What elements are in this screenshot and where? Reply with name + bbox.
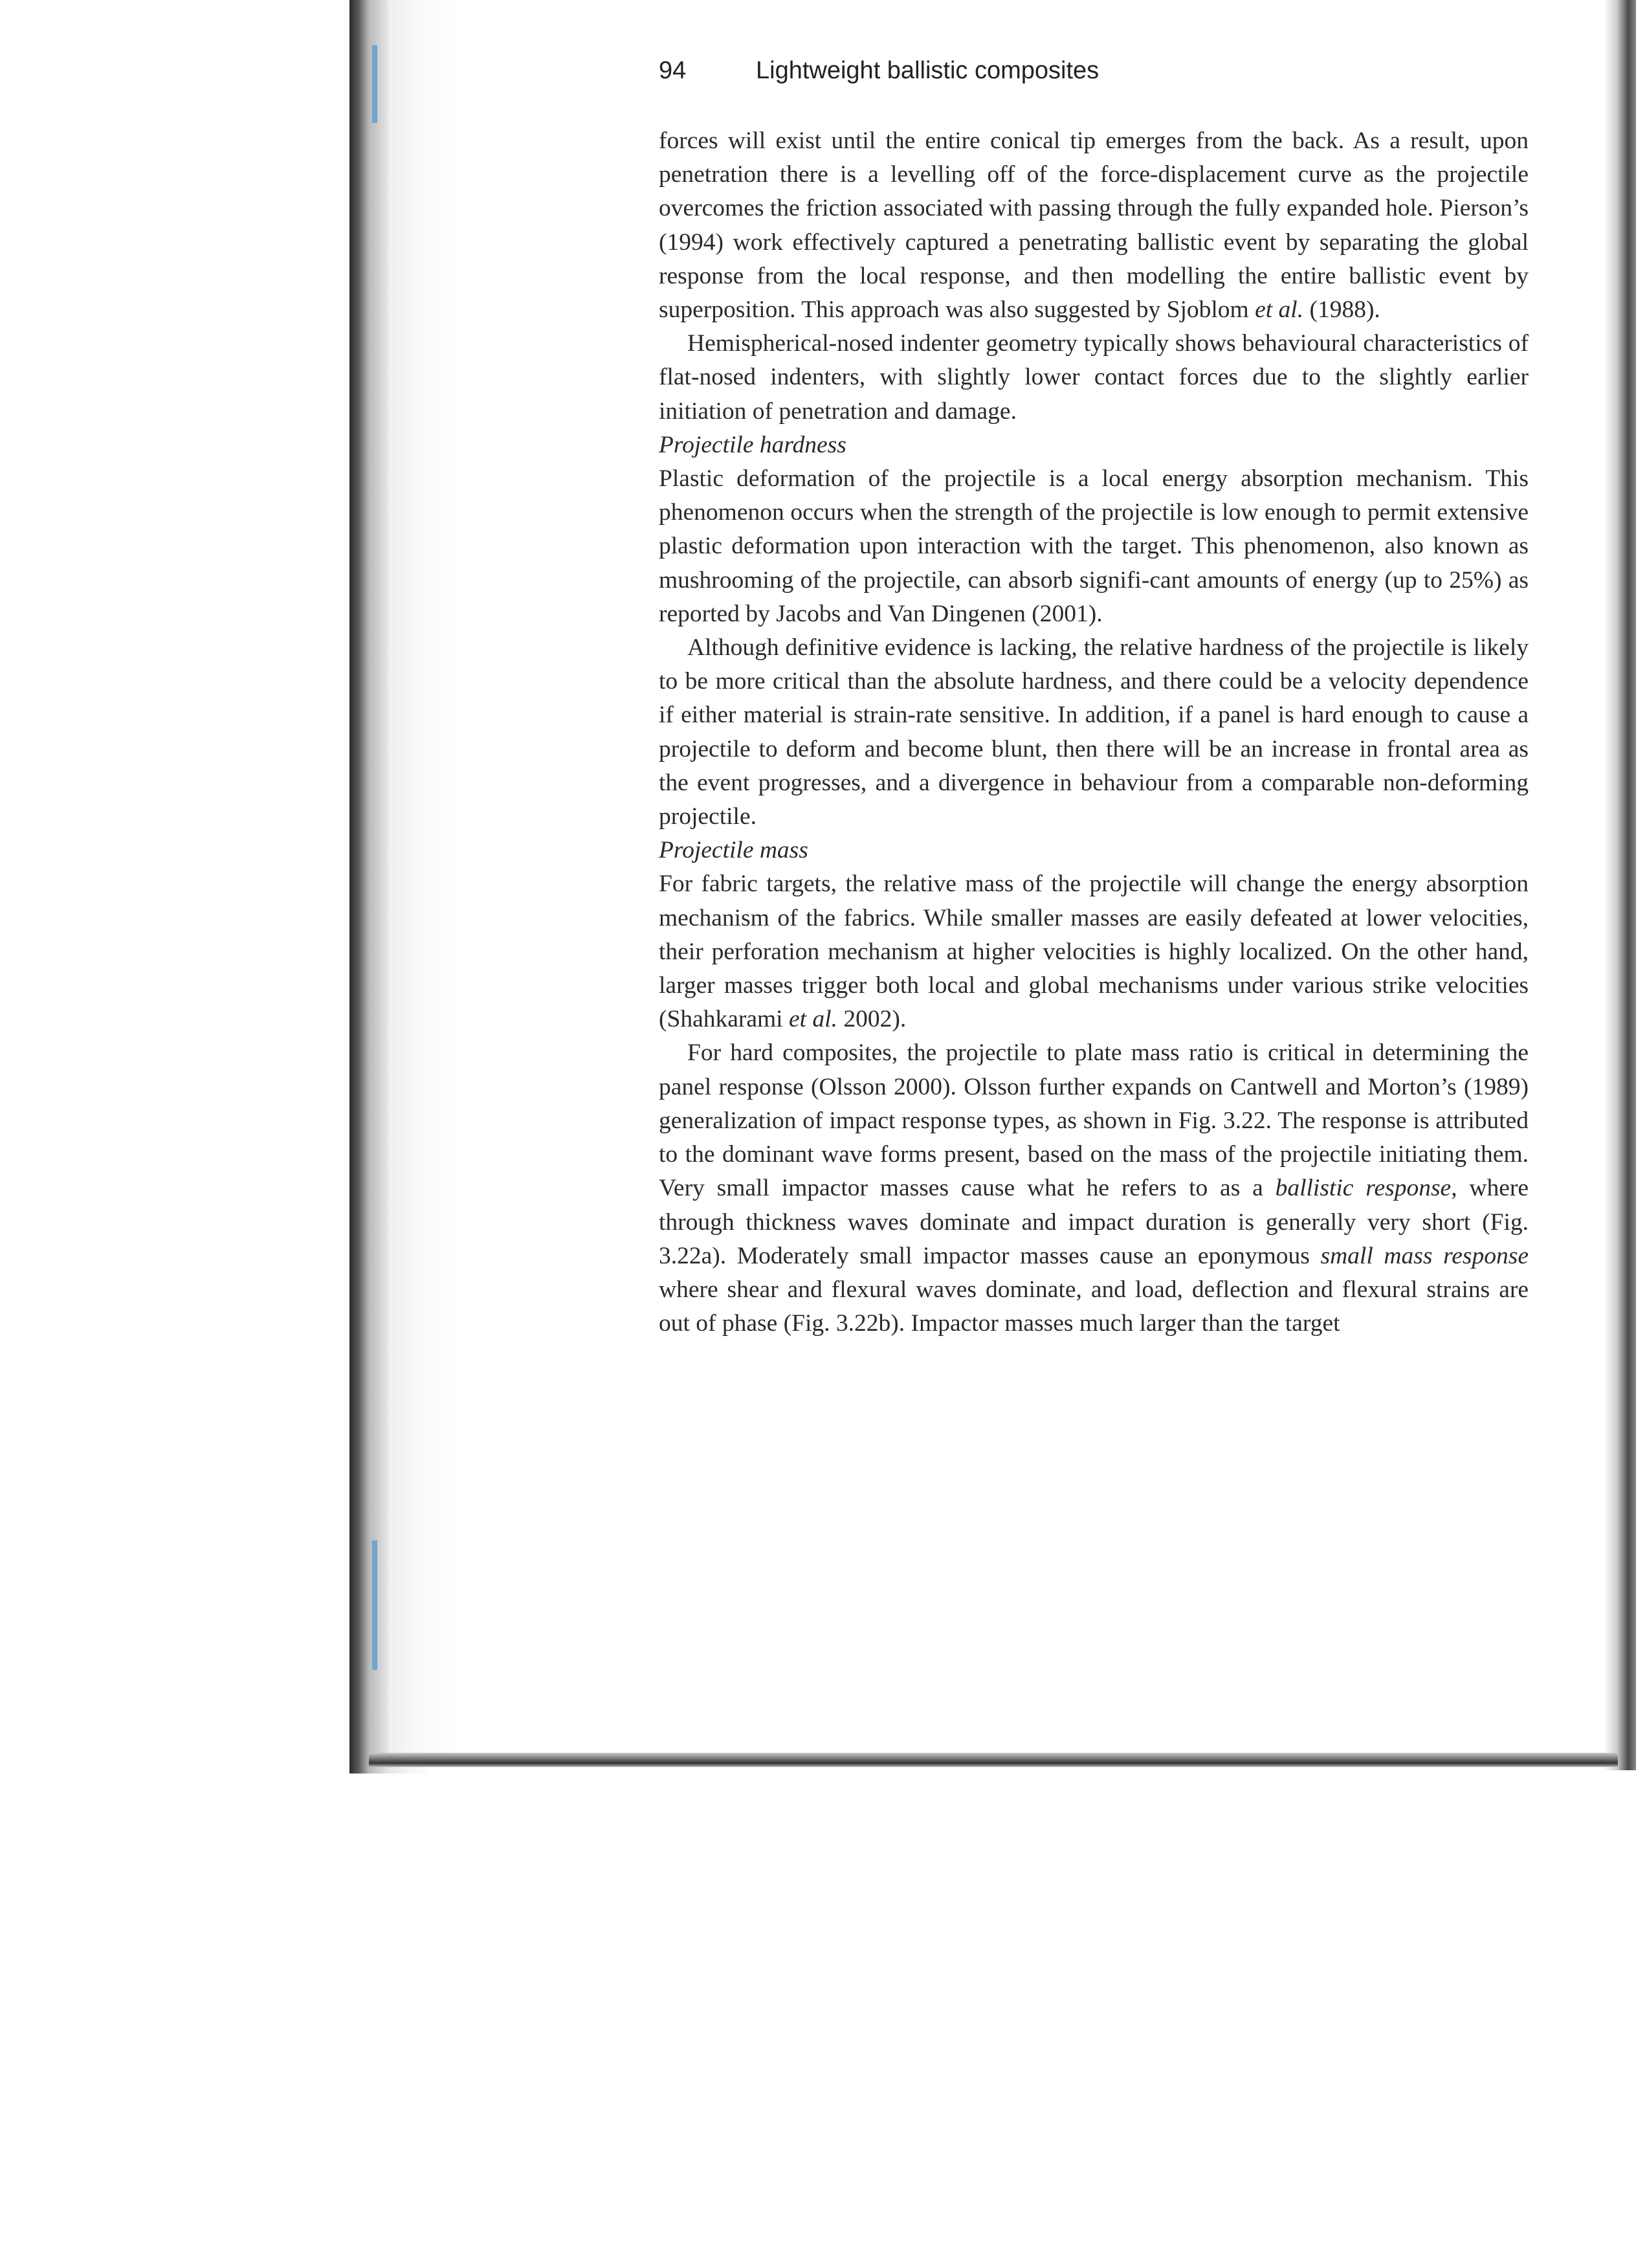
running-title: Lightweight ballistic composites — [756, 57, 1100, 84]
paragraph-4: Although definitive evidence is lacking, the relative hardness of the projectile is likely to be more critical than the absolute hardness, and there could be a velocity dependence if either material is strain-rate sensitive. In addition, if a panel is hard enough to cause a projectile to deform and become blunt, then there will be an increase in frontal area as the event progresses, and a divergence in behaviour from a comparable non-deforming projectile. — [659, 634, 1529, 830]
paragraph-6: For hard composites, the projectile to plate mass ratio is critical in determining the panel response (Olsson 2000). Olsson further expands on Cantwell and Morton’s (1989) generalization of impact response types, as shown in Fig. 3.22. The response is attributed to the dominant wave forms present, based on the mass of the projectile initiating them. Very small impactor masses cause what he refers to as a ballistic response, where through thickness waves dominate and impact duration is generally very short (Fig. 3.22a). Moderately small impactor masses cause an eponymous small mass response where shear and flexural waves dominate, and load, deflection and flexural strains are out of phase (Fig. 3.22b). Impactor masses much larger than the target — [659, 1040, 1529, 1337]
page-tab-mark-bottom — [372, 1540, 377, 1670]
page-number: 94 — [659, 57, 687, 84]
paragraph-2: Hemispherical-nosed indenter geometry typically shows behavioural characteristics of flat-nosed indenters, with slightly lower contact forces due to the slightly earlier initiation of penetration and damage. — [659, 330, 1529, 425]
body-text — [659, 124, 1529, 1340]
paragraph-3: Plastic deformation of the projectile is a local energy absorption mechanism. This phenomenon occurs when the strength of the projectile is low enough to permit extensive plastic deformation upon interaction with the target. This phenomenon, also known as mushrooming of the projectile, can absorb signifi-cant amounts of energy (up to 25%) as reported by Jacobs and Van Dingenen (2001). — [659, 465, 1529, 627]
paragraph-5: For fabric targets, the relative mass of the projectile will change the energy absorption mechanism of the fabrics. While smaller masses are easily defeated at lower velocities, their perforation mechanism at higher velocities is highly localized. On the other hand, larger masses trigger both local and global mechanisms under various strike velocities (Shahkarami et al. 2002). — [659, 871, 1529, 1033]
subheading-projectile-hardness: Projectile hardness — [659, 431, 846, 458]
book-bottom-edge — [369, 1753, 1618, 1767]
subheading-projectile-mass: Projectile mass — [659, 837, 808, 864]
paragraph-1: forces will exist until the entire conical tip emerges from the back. As a result, upon penetration there is a levelling off of the force-displacement curve as the projectile overcomes the friction associated with passing through the fully expanded hole. Pierson’s (1994) work effectively captured a penetrating ballistic event by separating the global response from the local response, and then modelling the entire ballistic event by superposition. This approach was also suggested by Sjoblom et al. (1988). — [659, 128, 1529, 324]
running-header — [659, 57, 1565, 96]
page-tab-mark-top — [372, 45, 377, 123]
page-right-edge — [1604, 0, 1636, 1770]
